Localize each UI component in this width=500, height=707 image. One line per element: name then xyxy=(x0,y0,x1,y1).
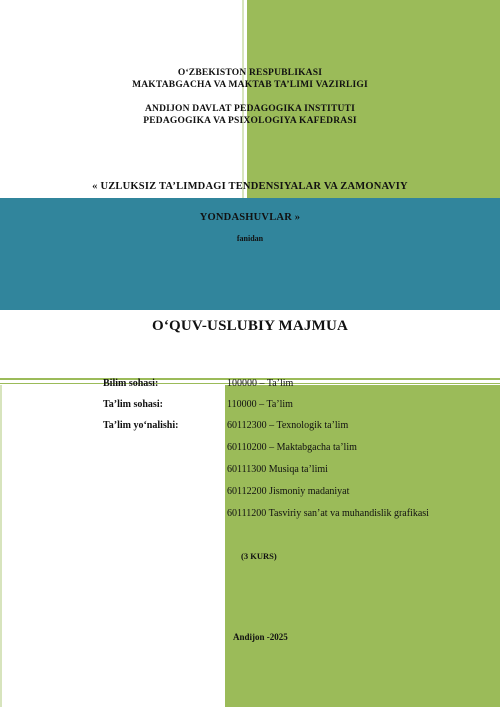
info-value-direction-4: 60112200 Jismoniy madaniyat xyxy=(227,486,350,497)
left-stripe xyxy=(0,385,2,707)
ministry-line-1: O‘ZBEKISTON RESPUBLIKASI xyxy=(177,68,323,78)
course-subtitle: fanidan xyxy=(236,234,264,243)
department-name: PEDAGOGIKA VA PSIXOLOGIYA KAFEDRASI xyxy=(143,116,357,126)
info-label-talim-yonalishi: Ta’lim yo‘nalishi: xyxy=(103,420,179,431)
info-label-bilim-sohasi: Bilim sohasi: xyxy=(103,378,159,389)
green-top-panel xyxy=(242,0,500,198)
footer-city-year: Andijon -2025 xyxy=(233,632,288,642)
course-title-line-1: « UZLUKSIZ TA’LIMDAGI TENDENSIYALAR VA ZAMONAVIY xyxy=(92,181,408,192)
info-value-direction-2: 60110200 – Maktabgacha ta’lim xyxy=(227,442,357,453)
institute-name: ANDIJON DAVLAT PEDAGOGIKA INSTITUTI xyxy=(145,104,355,114)
ministry-line-2: MAKTABGACHA VA MAKTAB TA’LIMI VAZIRLIGI xyxy=(132,80,368,90)
info-value-talim-sohasi: 110000 – Ta’lim xyxy=(227,399,293,410)
info-label-talim-sohasi: Ta’lim sohasi: xyxy=(103,399,163,410)
info-value-direction-1: 60112300 – Texnologik ta’lim xyxy=(227,420,349,431)
course-year: (3 KURS) xyxy=(241,551,277,561)
info-value-direction-3: 60111300 Musiqa ta’limi xyxy=(227,464,328,475)
info-value-bilim-sohasi: 100000 – Ta’lim xyxy=(227,378,294,389)
info-value-direction-5: 60111200 Tasviriy san’at va muhandislik grafikasi xyxy=(227,508,429,519)
green-bottom-panel xyxy=(225,385,500,707)
course-title-line-2: YONDASHUVLAR » xyxy=(199,212,301,223)
document-title: O‘QUV-USLUBIY MAJMUA xyxy=(151,318,349,334)
